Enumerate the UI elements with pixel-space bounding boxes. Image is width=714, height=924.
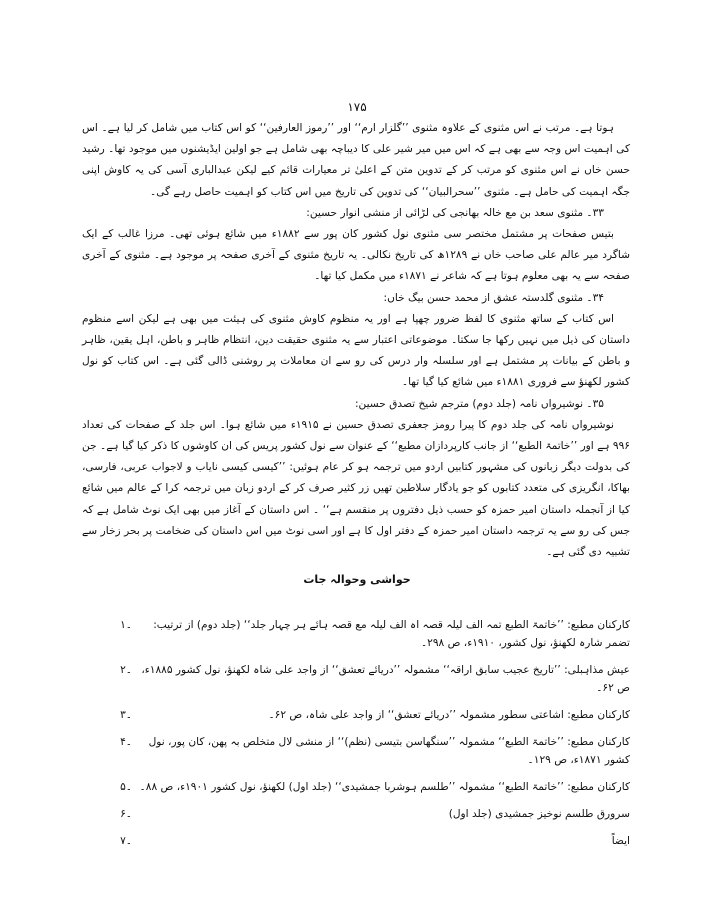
paragraph-item-34: اس کتاب کے ساتھ مثنوی کا لفظ ضرور چھپا ہے اور یہ منظوم کاوش مثنوی کی ہیئت میں بھی ہے لیکن اسے منظوم داستان کی ذیل میں نہیں رکھا جا سکتا۔ موضوعاتی اعتبار سے یہ مثنوی حقیقت دین، انتظام ظاہر و باطن، اہل یقین، ظاہر و باطن کے بیانات پر مشتمل ہے اور سلسلہ وار درس کی رو سے ان معاملات پر روشنی ڈالی گئی ہے۔ اس کتاب کو نول کشور لکھنؤ سے فروری ۱۸۸۱ء میں شائع کیا گیا تھا۔ (82, 312, 630, 389)
notes-heading: حواشی وحوالہ جات (303, 573, 411, 586)
main-text (82, 118, 630, 563)
note-number: ۔۱ (120, 619, 132, 631)
note-text: کارکنان مطبع: ’’خاتمۃ الطبع‘‘ مشمولہ ’’طلسم ہوشربا جمشیدی‘‘ (جلد اول) لکھنؤ، نول کشور ۱۹۰۱ء، ص ۸۸۔ (139, 781, 630, 793)
note-number: ۔۴ (120, 736, 132, 748)
paragraph-item-35: نوشیرواں نامہ کی جلد دوم کا پیرا رومز جعفری تصدق حسین نے ۱۹۱۵ء میں شائع ہوا۔ اس جلد کے صفحات کی تعداد ۹۹۶ ہے اور ’’خاتمۃ الطبع‘‘ از جانب کارپردازان مطبع‘‘ کے عنوان سے نول کشور پریس کی ان کاوشوں کا ذکر کیا گیا ہے۔ جن کی بدولت دیگر زبانوں کی مشہور کتابیں اردو میں ترجمہ ہو کر عام ہوئیں: ’’کیسی کیسی نایاب و لاجواب عربی، فارسی، بھاکا، انگریزی کی متعدد کتابوں کو جو یادگار سلاطین تھیں زر کثیر صرف کر کے اردو زبان میں ترجمہ کرا کے عالم میں شائع کیا از آنجملہ داستان امیر حمزہ کو حسب ذیل دفتروں پر منقسم ہے‘‘ ۔ اس داستان کے آغاز میں بھی ایک نوٹ شامل ہے کہ جس کی رو سے یہ ترجمہ داستان امیر حمزہ کے دفتر اول کا ہے اور اسی نوٹ میں اس داستان کی ضخامت پر بحر زخار سے تشبیہ دی گئی ہے۔ (82, 418, 630, 559)
note-text: کارکنان مطبع: اشاعتی سطور مشمولہ ’’دریائے تعشق‘‘ از واجد علی شاہ، ص ۶۲۔ (268, 709, 630, 721)
note-text: عیش مذاہبلی: ’’تاریخ عجیب سابق اراقہ‘‘ مشمولہ ’’دریائے تعشق‘‘ از واجد علی شاہ لکھنؤ، نول کشور ۱۸۸۵ء، ص ۶۲۔ (141, 664, 630, 694)
note-text: ایضاً (611, 835, 630, 847)
note-text: کارکنان مطبع: ’’خاتمۃ الطبع‘‘ مشمولہ ’’سنگھاسن بتیسی (نظم)‘‘ از منشی لال متخلص بہ پھن، کان پور، نول کشور ۱۸۷۱ء، ص ۱۲۹۔ (148, 736, 630, 766)
note-item (82, 616, 630, 652)
note-number: ۔۳ (120, 709, 132, 721)
note-item (82, 706, 630, 724)
note-number: ۔۵ (120, 781, 132, 793)
paragraph-intro: ہوتا ہے۔ مرتب نے اس مثنوی کے علاوہ مثنوی ’’گلزار ارم‘‘ اور ’’رموز العارفین‘‘ کو اس کتاب میں شامل کر لیا ہے۔ اس کی اہمیت اس وجہ سے بھی ہے کہ اس میں میر شیر علی کا دیباچہ بھی شامل ہے جو اولین ایڈیشنوں میں موجود تھا۔ رشید حسن خاں نے اس مثنوی کو مرتب کر کے تدوین متن کے اعلیٰ تر معیارات قائم کیے لیکن عبدالباری آسی کی یہ کاوش اپنی جگہ اہمیت کی حامل ہے۔ مثنوی ’’سحرالبیان‘‘ کی تدوین کی تاریخ میں اس کتاب کو اہمیت حاصل رہے گی۔ (82, 122, 630, 198)
note-number: ۔۲ (120, 664, 132, 676)
heading-item-33: ۳۳۔ مثنوی سعد بن مع خالہ بھانجی کی لڑائی از منشی انوار حسین: (306, 206, 604, 219)
paragraph-item-33: بتیس صفحات پر مشتمل مختصر سی مثنوی نول کشور کان پور سے ۱۸۸۲ء میں شائع ہوئی تھی۔ مرزا غالب کے ایک شاگرد میر عالم علی صاحب خاں نے ۱۲۸۹ھ کی تاریخ نکالی۔ یہ تاریخ مثنوی کے آخری صفحہ پر موجود ہے۔ مثنوی کے آخری صفحہ سے یہ بھی معلوم ہوتا ہے کہ شاعر نے ۱۸۷۱ء میں مکمل کیا تھا۔ (82, 228, 631, 283)
note-item (82, 832, 630, 850)
notes-list (82, 616, 630, 859)
note-item (82, 778, 630, 796)
page-number: ۱۷۵ (347, 100, 367, 114)
note-item (82, 661, 630, 697)
heading-item-34: ۳۴۔ مثنوی گلدستہ عشق از محمد حسن بیگ خاں: (383, 291, 604, 304)
note-number: ۔۶ (120, 808, 132, 820)
note-number: ۔۷ (120, 835, 132, 847)
note-item (82, 805, 630, 823)
heading-item-35: ۳۵۔ نوشیرواں نامہ (جلد دوم) مترجم شیخ تصدق حسین: (354, 397, 604, 410)
note-item (82, 733, 630, 769)
note-text: سرورق طلسم نوخیز جمشیدی (جلد اول) (448, 808, 630, 820)
note-text: کارکنان مطبع: ’’خاتمۃ الطبع تمہ الف لیلہ قصہ اہ الف لیلہ مع قصہ ہائے ہر چہار جلد‘‘ (جلد دوم) از ترتیب: تضمر شارہ لکھنؤ، نول کشور، ۱۹۱۰ء، ص ۲۹۸۔ (153, 619, 630, 649)
